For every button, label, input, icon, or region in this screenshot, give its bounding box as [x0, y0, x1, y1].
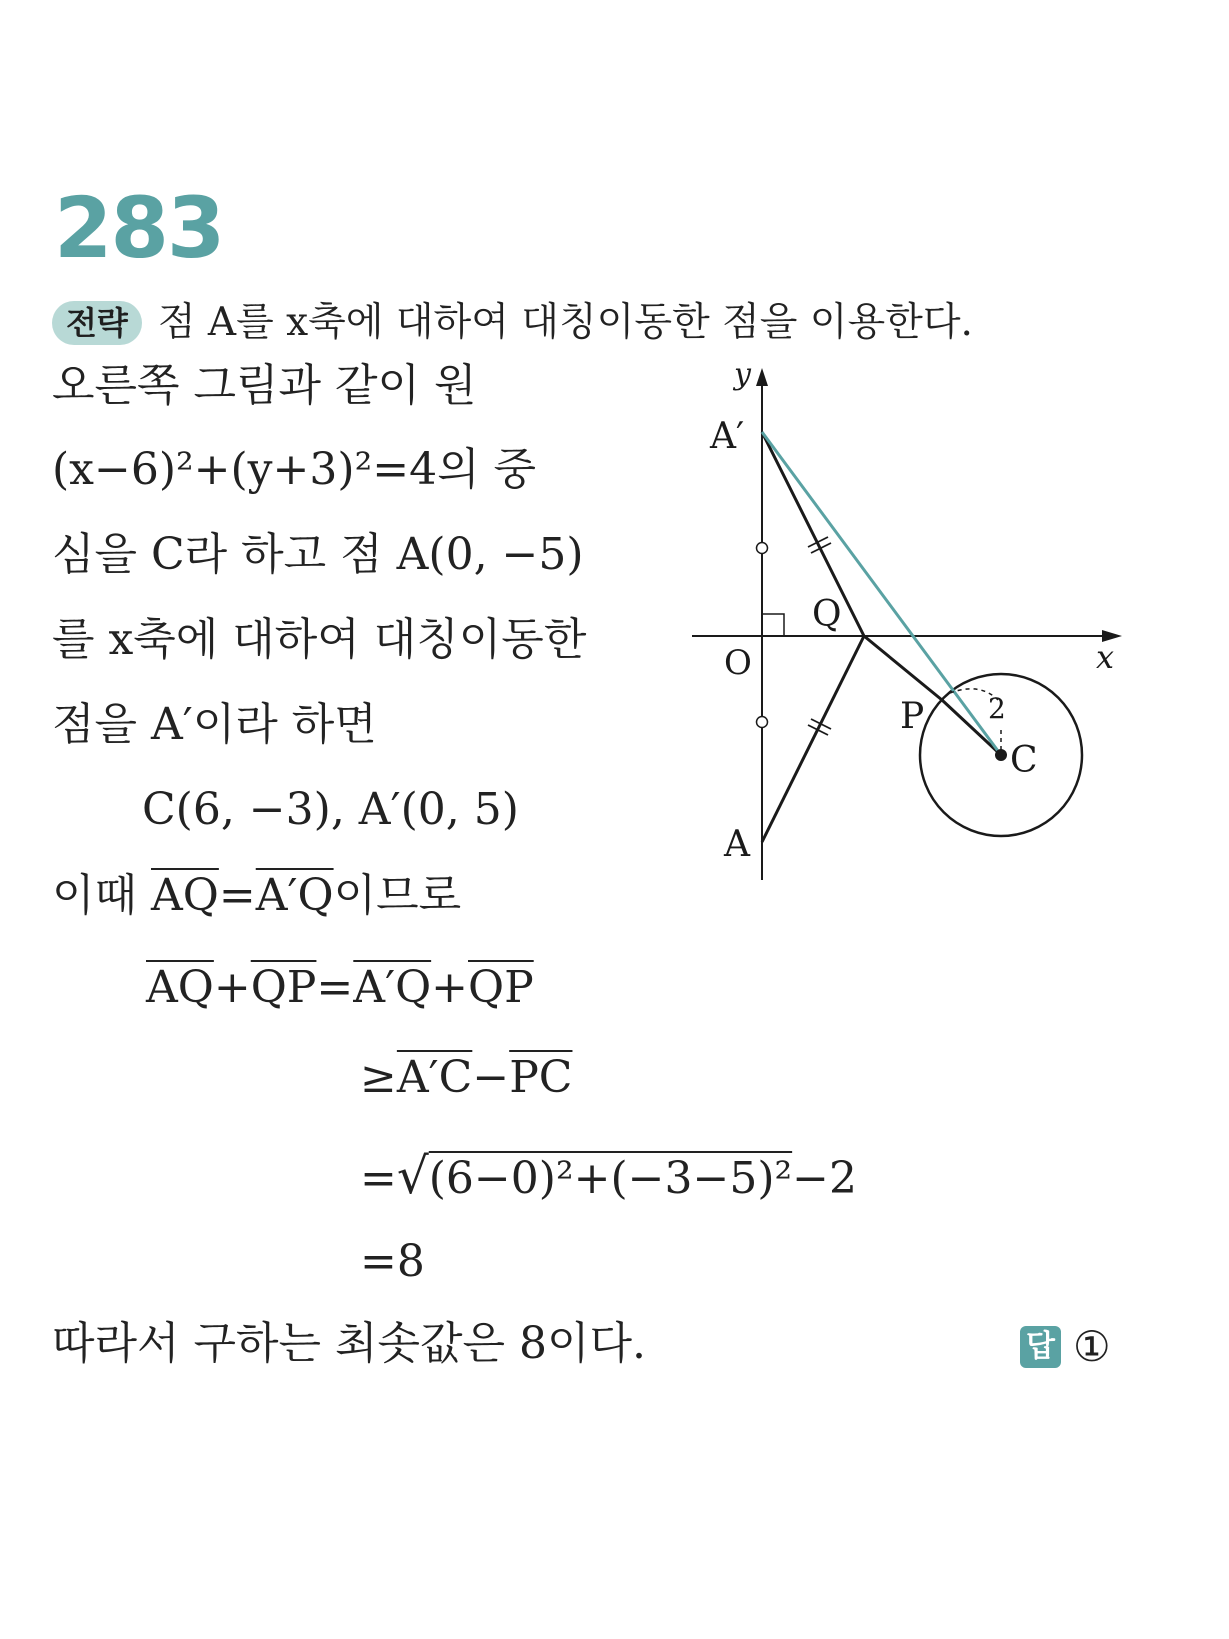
equation-line-1: [146, 958, 534, 1018]
segment-a-q-line: [762, 636, 864, 842]
eq1-segment-aq: $\overline{AQ}$: [146, 962, 214, 1013]
eq3-radicand: (6−0)²+(−3−5)²: [428, 1153, 793, 1204]
strategy-badge: 전략: [52, 301, 142, 345]
line7-prefix: 이때: [52, 870, 151, 921]
y-axis-arrow: [756, 368, 768, 386]
eq1-segment-qp-2: $\overline{QP}$: [468, 962, 534, 1013]
eq1-equals: =: [316, 962, 354, 1013]
label-origin: O: [724, 643, 752, 683]
center-point-c: [995, 749, 1007, 761]
line7-equals: =: [218, 870, 256, 921]
eq1-segment-qp: $\overline{QP}$: [250, 962, 317, 1013]
eq2-segment-a-prime-c: A′C: [396, 1052, 473, 1103]
solution-line-6: C(6, −3), A′(0, 5): [142, 784, 519, 835]
label-x-axis: x: [1096, 638, 1115, 676]
eq2-segment-pc: $\overline{PC}$: [509, 1052, 573, 1103]
figure-diagram: [680, 360, 1140, 890]
equation-line-4: =8: [360, 1236, 425, 1287]
solution-line-3: 심을 C라 하고 점 A(0, −5): [52, 529, 584, 580]
solution-line-5: 점을 A′이라 하면: [52, 699, 377, 750]
eq2-ge: ≥: [360, 1052, 397, 1103]
sqrt-symbol: √: [396, 1147, 429, 1205]
label-q: Q: [812, 594, 842, 635]
tick-circle-upper: [757, 543, 768, 554]
line7-suffix: 이므로: [333, 870, 462, 921]
label-p: P: [900, 696, 925, 737]
eq1-segment-a-prime-q: A′Q: [353, 962, 432, 1013]
eq1-plus: +: [213, 962, 251, 1013]
segment-aq: $\overline{AQ}$: [151, 870, 219, 921]
strategy-line: [52, 297, 973, 349]
eq1-plus-2: +: [431, 962, 469, 1013]
label-a-prime: A′: [710, 416, 745, 457]
strategy-text: 점 A를 x축에 대하여 대칭이동한 점을 이용한다.: [157, 300, 973, 345]
label-a: A: [724, 824, 750, 865]
segment-a-prime-c-line: [762, 432, 1001, 755]
tick-circle-lower: [757, 717, 768, 728]
problem-number: 283: [54, 179, 224, 277]
solution-line-2: (x−6)²+(y+3)²=4의 중: [52, 444, 537, 495]
label-c: C: [1010, 740, 1038, 781]
eq3-tail: −2: [792, 1153, 858, 1204]
label-radius: 2: [988, 692, 1006, 725]
solution-line-1: 오른쪽 그림과 같이 원: [52, 360, 477, 411]
answer-badge: 답: [1020, 1326, 1061, 1368]
segment-q-p-line: [864, 636, 942, 700]
conclusion-line: 따라서 구하는 최솟값은 8이다.: [52, 1318, 646, 1369]
equation-line-3: [360, 1146, 857, 1209]
segment-a-prime-q: A′Q: [255, 870, 334, 921]
answer-value: ①: [1072, 1322, 1111, 1371]
eq3-equals: =: [360, 1153, 397, 1204]
eq2-minus: −: [472, 1052, 510, 1103]
label-y-axis: y: [734, 360, 751, 392]
answer: [1020, 1322, 1111, 1371]
solution-line-7: [52, 866, 461, 926]
right-angle-mark: [762, 614, 784, 636]
equation-line-2: [360, 1048, 572, 1108]
solution-line-4: 를 x축에 대하여 대칭이동한: [52, 614, 587, 665]
